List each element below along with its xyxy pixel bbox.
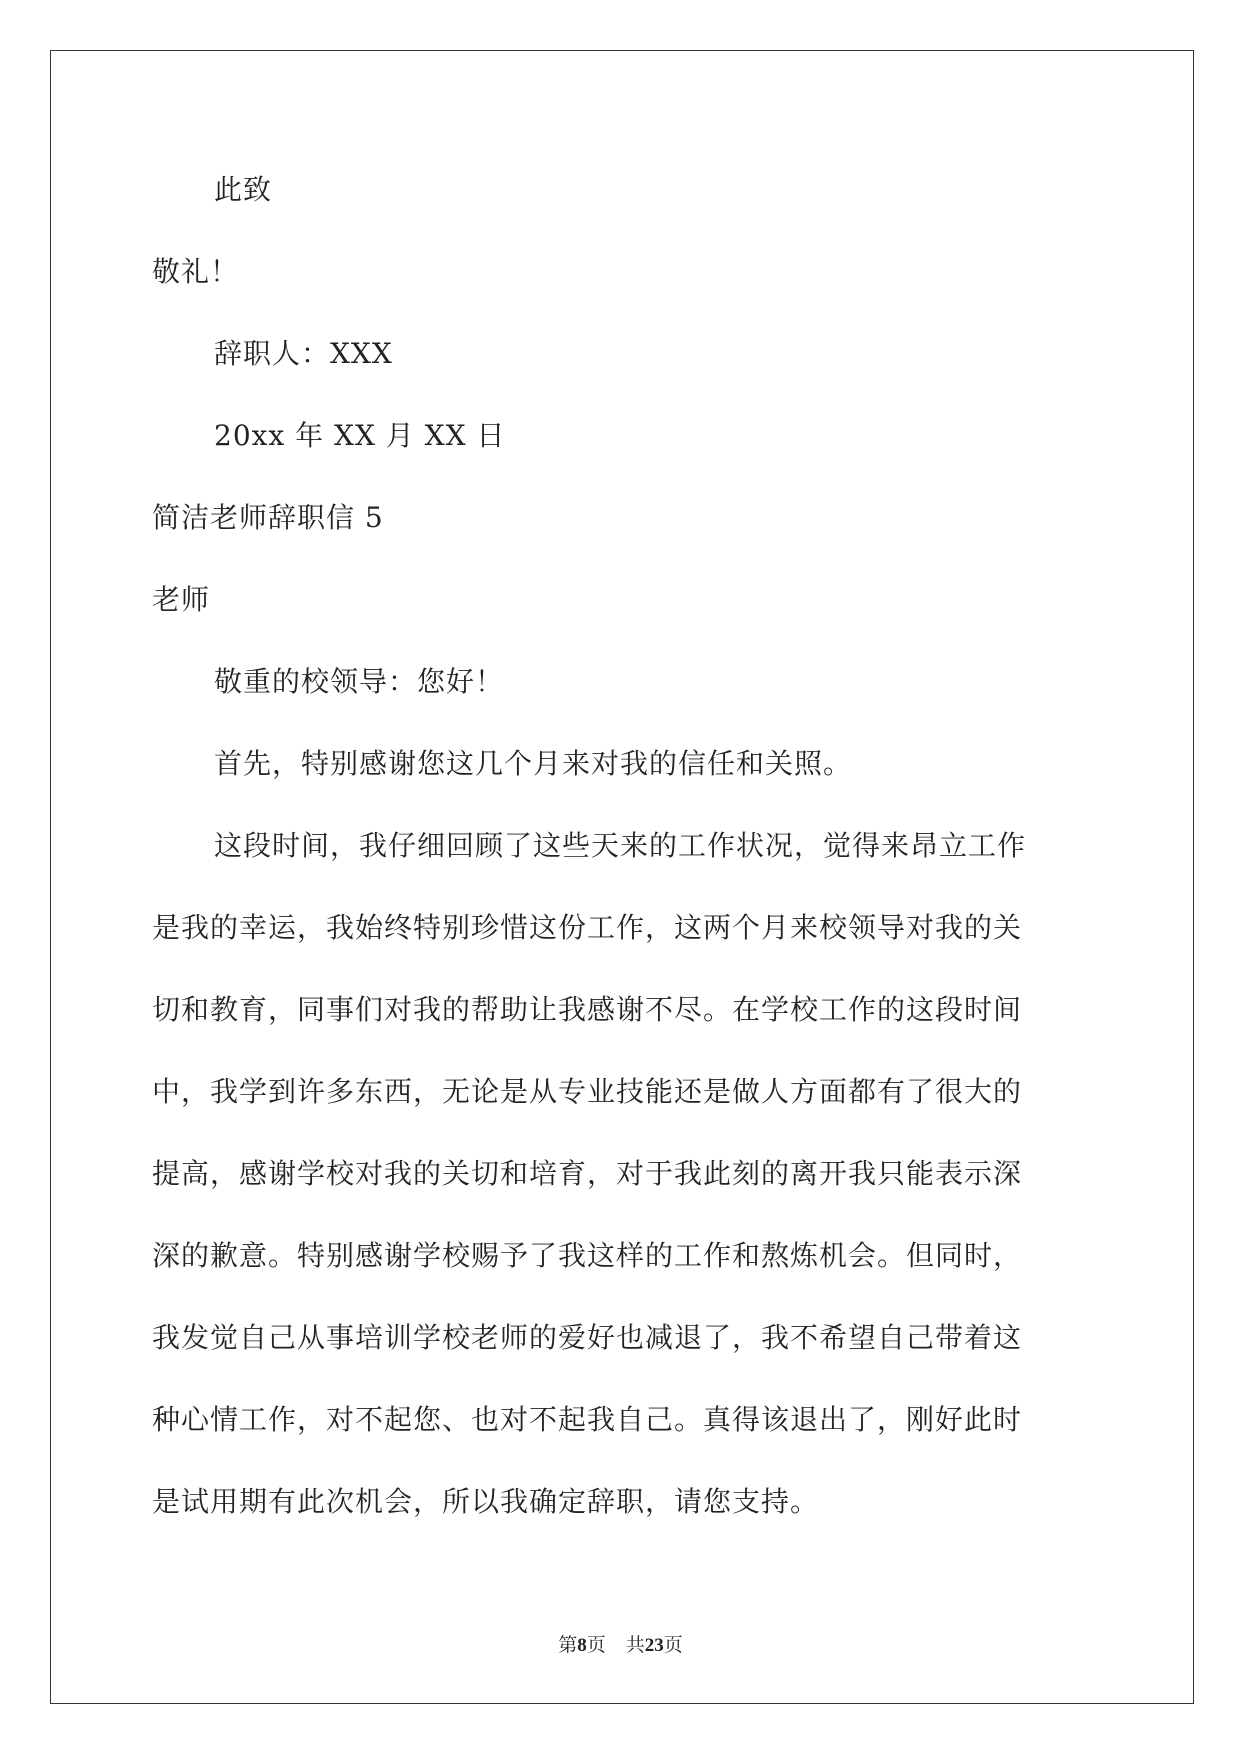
paragraph-2-line-5: 提高，感谢学校对我的关切和培育，对于我此刻的离开我只能表示深 bbox=[152, 1157, 1023, 1190]
paragraph-2-line-3: 切和教育，同事们对我的帮助让我感谢不尽。在学校工作的这段时间 bbox=[152, 993, 1023, 1026]
total-prefix: 共 bbox=[625, 1634, 645, 1656]
paragraph-2-line-7: 我发觉自己从事培训学校老师的爱好也减退了，我不希望自己带着这 bbox=[152, 1321, 1023, 1354]
paragraph-2-line-2: 是我的幸运，我始终特别珍惜这份工作，这两个月来校领导对我的关 bbox=[152, 911, 1023, 944]
paragraph-1: 首先，特别感谢您这几个月来对我的信任和关照。 bbox=[214, 747, 853, 780]
paragraph-2-line-1: 这段时间，我仔细回顾了这些天来的工作状况，觉得来昂立工作 bbox=[214, 829, 1027, 862]
page-number: 8 bbox=[577, 1635, 587, 1656]
date-line: 20xx 年 XX 月 XX 日 bbox=[214, 419, 506, 452]
paragraph-2-line-9: 是试用期有此次机会，所以我确定辞职，请您支持。 bbox=[152, 1485, 820, 1518]
paragraph-2-line-8: 种心情工作，对不起您、也对不起我自己。真得该退出了，刚好此时 bbox=[152, 1403, 1023, 1436]
signer-line: 辞职人：XXX bbox=[214, 337, 393, 370]
total-suffix: 页 bbox=[663, 1634, 683, 1656]
closing-regards: 敬礼！ bbox=[152, 255, 240, 288]
total-pages: 23 bbox=[644, 1635, 664, 1656]
page-prefix: 第 bbox=[558, 1634, 578, 1656]
letter-greeting: 敬重的校领导：您好！ bbox=[214, 665, 505, 698]
page-border bbox=[50, 50, 1194, 1704]
section-subtitle: 老师 bbox=[152, 583, 211, 616]
closing-salutation: 此致 bbox=[214, 173, 273, 206]
paragraph-2-line-6: 深的歉意。特别感谢学校赐予了我这样的工作和熬炼机会。但同时， bbox=[152, 1239, 1023, 1272]
page-footer bbox=[0, 1632, 1241, 1659]
section-title: 简洁老师辞职信 5 bbox=[152, 501, 384, 534]
page-suffix: 页 bbox=[586, 1634, 606, 1656]
paragraph-2-line-4: 中，我学到许多东西，无论是从专业技能还是做人方面都有了很大的 bbox=[152, 1075, 1023, 1108]
